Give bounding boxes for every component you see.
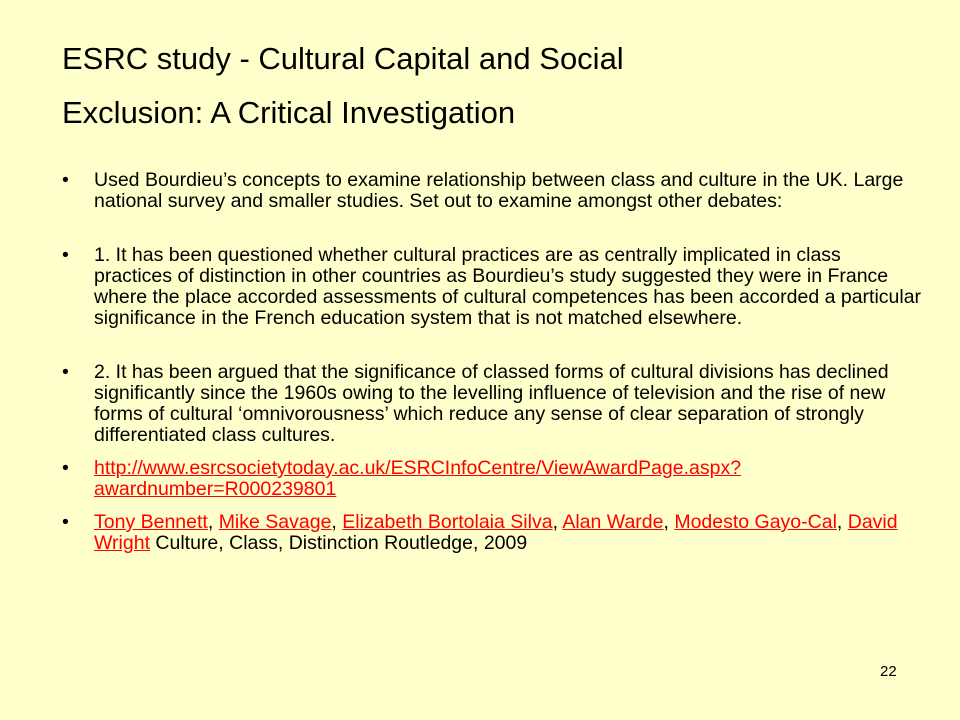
bullet-item-2 xyxy=(62,245,922,329)
bullet-item-citation xyxy=(62,512,922,554)
author-link-alan-warde[interactable]: Alan Warde xyxy=(562,511,664,533)
bullet-text: 2. It has been argued that the significance of classed forms of cultural divisions has declined significantly since the 1960s owing to the levelling influence of television and the rise of new forms of cultural ‘omnivorousness’ which reduce any sense of clear separation of strongly differentiated class cultures. xyxy=(94,361,889,446)
bullet-item-3 xyxy=(62,362,922,446)
bullet-item-url xyxy=(62,458,922,500)
separator: , xyxy=(207,511,219,533)
bullet-marker: • xyxy=(62,244,69,266)
bullet-item-1 xyxy=(62,170,922,212)
bullet-marker: • xyxy=(62,169,69,191)
author-link-david-wright[interactable]: David Wright xyxy=(94,511,898,554)
bullet-marker: • xyxy=(62,457,69,479)
esrc-award-link[interactable] xyxy=(94,457,741,500)
bullet-text: Used Bourdieu’s concepts to examine relationship between class and culture in the UK. Large national survey and smaller studies. Set out to examine amongst other debates: xyxy=(94,169,904,212)
title-line-2: Exclusion: A Critical Investigation xyxy=(62,95,516,130)
author-link-elizabeth-bortolaia-silva[interactable]: Elizabeth Bortolaia Silva xyxy=(342,511,553,533)
url-line-2: awardnumber=R000239801 xyxy=(94,478,337,500)
citation-text: Culture, Class, Distinction Routledge, 2009 xyxy=(150,532,528,554)
bullet-marker: • xyxy=(62,511,69,533)
bullet-marker: • xyxy=(62,361,69,383)
page-number: 22 xyxy=(880,663,897,680)
author-link-tony-bennett[interactable]: Tony Bennett xyxy=(94,511,208,533)
author-link-mike-savage[interactable]: Mike Savage xyxy=(218,511,332,533)
bullet-list xyxy=(62,170,922,554)
separator: , xyxy=(663,511,675,533)
separator: , xyxy=(552,511,563,533)
slide-title xyxy=(62,32,922,140)
separator: , xyxy=(331,511,343,533)
separator: , xyxy=(836,511,848,533)
title-line-1: ESRC study - Cultural Capital and Social xyxy=(62,41,624,76)
author-link-modesto-gayo-cal[interactable]: Modesto Gayo-Cal xyxy=(674,511,837,533)
bullet-text: 1. It has been questioned whether cultural practices are as centrally implicated in class practices of distinction in other countries as Bourdieu’s study suggested they were in France where the place accorded assessments of cultural competences has been accorded a particular significance in the French education system that is not matched elsewhere. xyxy=(94,244,922,329)
url-line-1: http://www.esrcsocietytoday.ac.uk/ESRCInfoCentre/ViewAwardPage.aspx? xyxy=(94,457,742,479)
